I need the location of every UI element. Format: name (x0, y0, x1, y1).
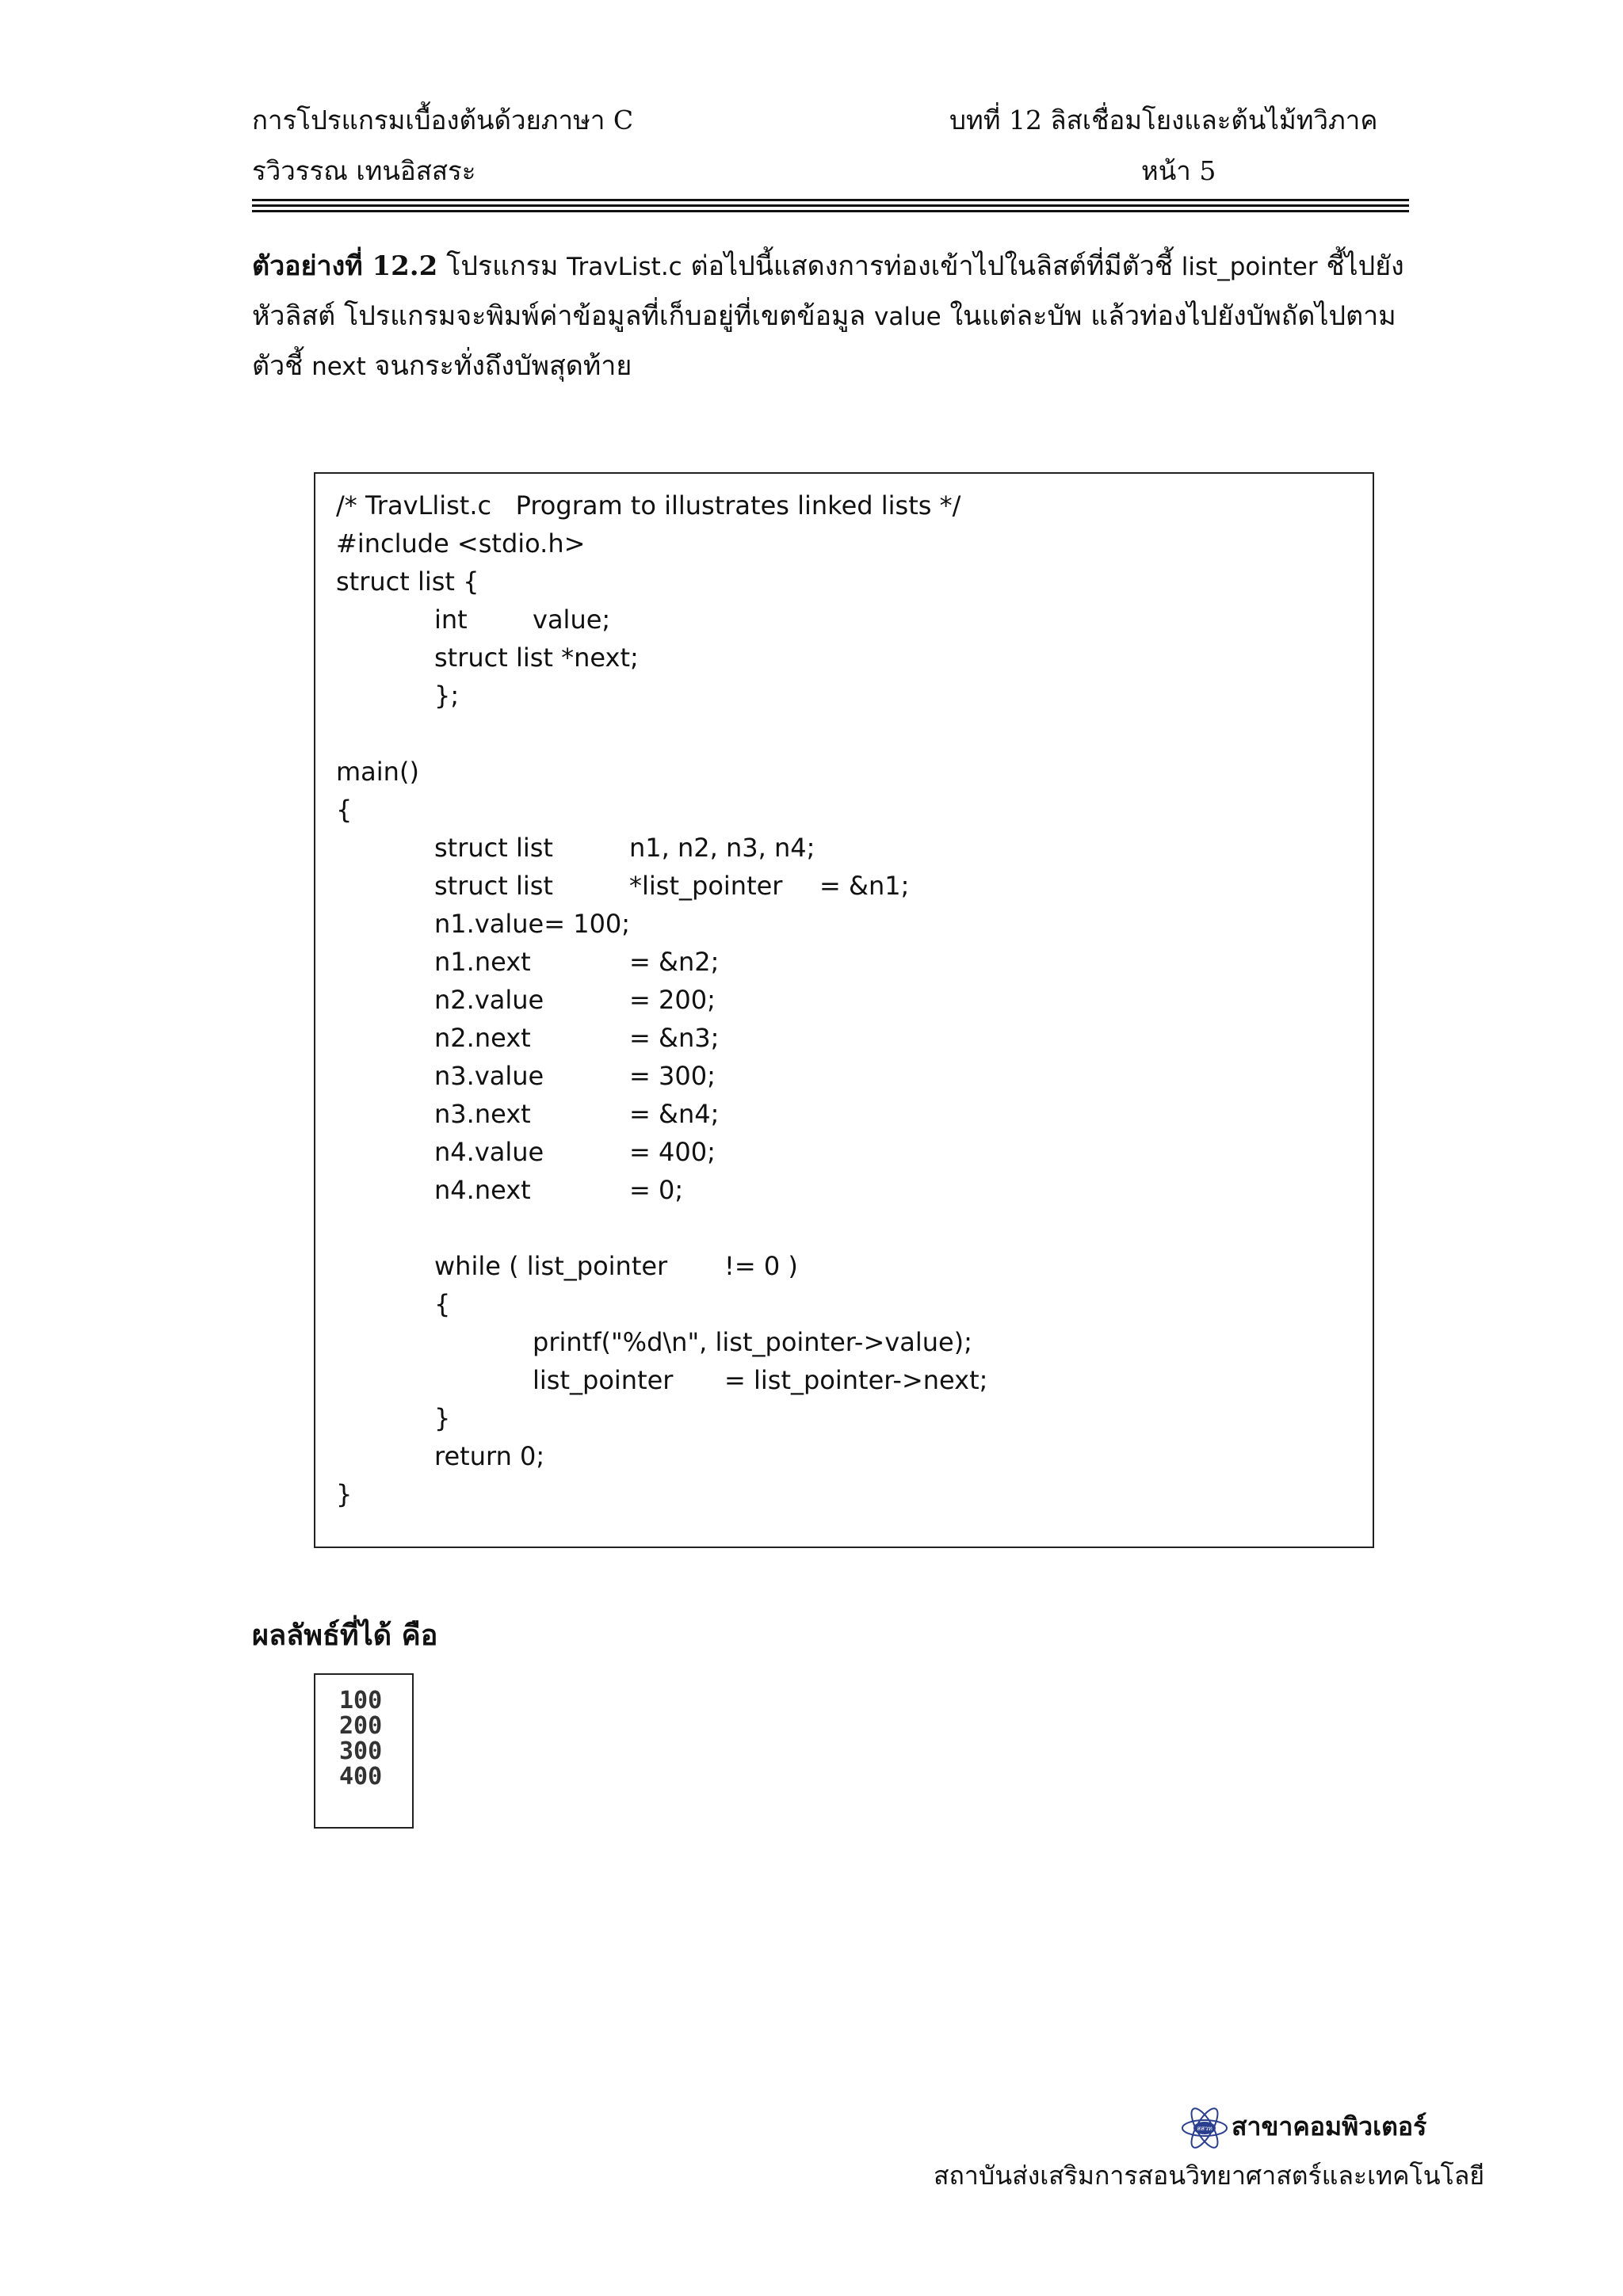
code-line: while ( list_pointer (434, 1251, 668, 1281)
code-line: value; (533, 605, 611, 635)
header-book-title: การโปรแกรมเบื้องต้นด้วยภาษา C (252, 105, 634, 135)
code-line: = 300; (629, 1061, 716, 1091)
code-line: /* TravLlist.c Program to illustrates linked lists */ (336, 490, 961, 521)
header-rule (252, 204, 1409, 207)
header-page-number: หน้า 5 (1141, 155, 1216, 186)
header-chapter-title: บทที่ 12 ลิสเชื่อมโยงและต้นไม้ทวิภาค (949, 105, 1378, 135)
header-author: รวิวรรณ เทนอิสสระ (252, 155, 476, 186)
code-line: list_pointer (533, 1365, 674, 1395)
intro-code-term: TravList.c (567, 253, 682, 281)
svg-text:สสวท: สสวท (1197, 2125, 1212, 2132)
code-line: = list_pointer->next; (724, 1365, 988, 1395)
intro-code-term: list_pointer (1181, 253, 1318, 281)
code-line: n1, n2, n3, n4; (629, 833, 815, 863)
output-line: 400 (339, 1763, 383, 1791)
code-line: }; (434, 681, 460, 711)
code-line: != 0 ) (724, 1251, 798, 1281)
example-description (252, 242, 1409, 391)
program-output (314, 1673, 414, 1829)
intro-text: โปรแกรม (437, 250, 567, 282)
code-line: n4.next (434, 1175, 531, 1205)
code-line: n1.next (434, 947, 531, 977)
code-line: } (434, 1403, 451, 1433)
output-line: 300 (339, 1737, 383, 1765)
result-heading: ผลลัพธ์ที่ได้ คือ (252, 1619, 438, 1652)
code-line: { (434, 1289, 451, 1319)
code-line: struct list (434, 871, 553, 901)
code-line: n4.value (434, 1137, 544, 1167)
code-line: *list_pointer (629, 871, 783, 901)
code-line: n1.value= 100; (434, 909, 631, 939)
code-line: int (434, 605, 468, 635)
code-line: n2.next (434, 1023, 531, 1053)
code-line: } (336, 1479, 353, 1509)
intro-text: ชี้ไปยังหัวลิสต์ โปรแกรมจะพิมพ์ค่าข้อมูลที่เก็บอยู่ที่เขตข้อมูล (252, 250, 1404, 332)
intro-code-term: next (311, 353, 366, 381)
footer-department: สาขาคอมพิวเตอร์ (1232, 2111, 1427, 2142)
intro-code-term: value (874, 303, 941, 331)
intro-text: จนกระทั่งถึงบัพสุดท้าย (365, 350, 632, 382)
code-line: n3.next (434, 1099, 531, 1129)
code-line: = 400; (629, 1137, 716, 1167)
code-line: { (336, 795, 353, 825)
footer-institute: สถาบันส่งเสริมการสอนวิทยาศาสตร์และเทคโนโลยี (934, 2161, 1485, 2191)
code-line: = 200; (629, 985, 716, 1015)
code-line: struct list *next; (434, 643, 639, 673)
code-line: printf("%d\n", list_pointer->value); (533, 1327, 972, 1357)
code-line: = &n1; (819, 871, 910, 901)
header-rule (252, 210, 1409, 212)
example-label: ตัวอย่างที่ 12.2 (252, 250, 438, 282)
code-line: = &n2; (629, 947, 720, 977)
code-line: = &n3; (629, 1023, 720, 1053)
intro-text: ต่อไปนี้แสดงการท่องเข้าไปในลิสต์ที่มีตัวชี้ (682, 250, 1182, 282)
header-rule (252, 199, 1409, 201)
code-line: main() (336, 757, 419, 787)
ipst-atom-logo-icon (1181, 2104, 1228, 2152)
code-line: struct list (434, 833, 553, 863)
code-line: n2.value (434, 985, 544, 1015)
output-line: 200 (339, 1712, 383, 1740)
code-line: = &n4; (629, 1099, 720, 1129)
code-line: #include <stdio.h> (336, 528, 586, 559)
code-line: = 0; (629, 1175, 684, 1205)
code-line: return 0; (434, 1441, 545, 1471)
code-line: n3.value (434, 1061, 544, 1091)
intro-text: ในแต่ละบัพ แล้วท่องไปยังบัพถัดไปตามตัวชี้ (252, 300, 1396, 382)
code-listing (314, 472, 1374, 1548)
code-line: struct list { (336, 566, 479, 597)
output-line: 100 (339, 1687, 383, 1714)
